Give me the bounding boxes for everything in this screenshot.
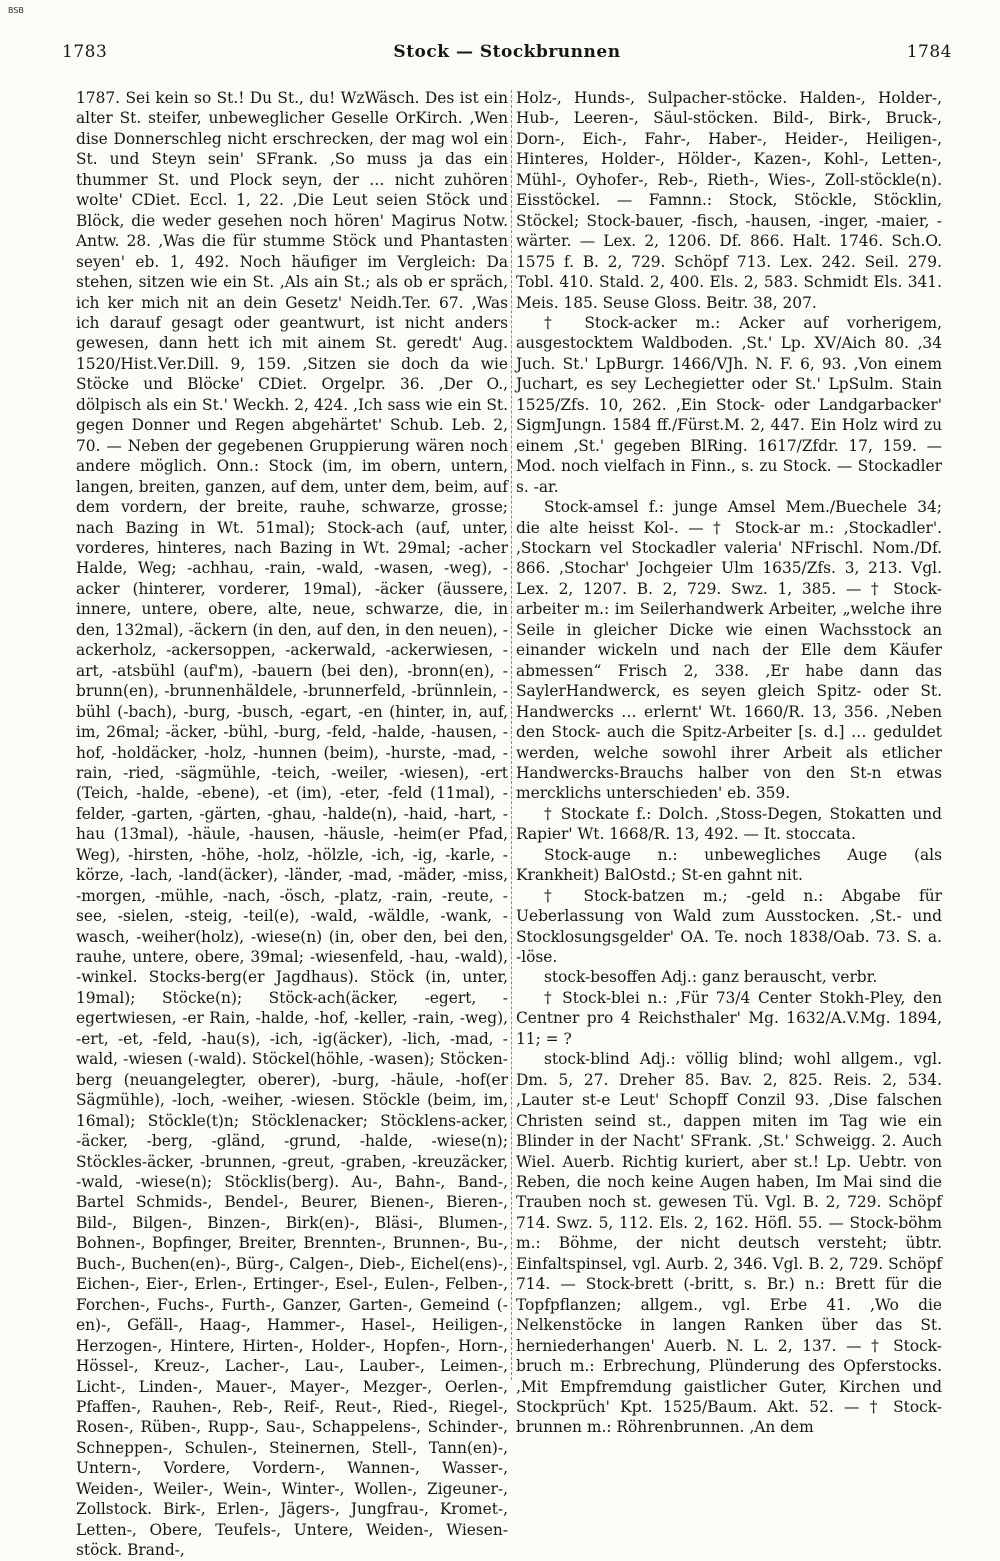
entry-stockate: † Stockate f.: Dolch. ‚Stoss-Degen, Stokatten und Rapier' Wt. 1668/R. 13, 492. — It. stoccata. <box>516 804 942 844</box>
entry-stock-blei: † Stock-blei n.: ‚Für 73/4 Center Stokh-Pley, den Centner pro 4 Reichsthaler' Mg. 1632/A.V.Mg. 1894, 11; = ? <box>516 988 942 1048</box>
entry-stock-acker: † Stock-acker m.: Acker auf vorherigem, ausgestocktem Waldboden. ‚St.' Lp. XV/Aich 80. ‚34 Juch. St.' LpBurgr. 1466/VJh. N. F. 6, 93. ‚Von einem Juchart, es sey Lechegietter oder St.' LpSulm. Stain 1525/Zfs. 10, 262. ‚Ein Stock- oder Landgarbacker' SigmJungn. 1584 ff./Fürst.M. 2, 447. Ein Holz wird zu einem ‚St.' gegeben BlRing. 1617/Zfdr. 17, 159. — Mod. noch vielfach in Finn., s. zu Stock. — Stockadler s. -ar. <box>516 313 942 496</box>
column-divider <box>511 90 512 1380</box>
library-mark: BSB <box>8 6 24 15</box>
entry-stock-besoffen: stock-besoffen Adj.: ganz berauscht, verbr. <box>544 968 878 987</box>
page-number-left: 1783 <box>62 42 108 62</box>
page-number-right: 1784 <box>906 42 952 62</box>
entry-stock-amsel: Stock-amsel f.: junge Amsel Mem./Buechele 34; die alte heisst Kol-. — † Stock-ar m.: ‚Stockadler'. ‚Stockarn vel Stockadler valeria' NFrischl. Nom./Df. 866. ‚Stochar' Jochgeier Ulm 1635/Zfs. 3, 213. Vgl. Lex. 2, 1207. B. 2, 729. Swz. 1, 385. — † Stock-arbeiter m.: im Seilerhandwerk Arbeiter, „welche ihre Seile in gleicher Dicke wie einen Wachsstock an einander wickeln und nach der Elle dem Käufer abmessen“ Frisch 2, 338. ‚Er habe dann das SaylerHandwerck, es seyen gleich Spitz- oder St. Handwercks … erlernt' Wt. 1660/R. 13, 356. ‚Neben den Stock- auch die Spitz-Arbeiter [s. d.] … geduldet werden, welche sowohl ihrer Arbeit als etlicher Handwercks-Brauchs halber von den St-n etwas mercklichs unterschieden' eb. 359. <box>516 498 942 803</box>
entry-stock-batzen: † Stock-batzen m.; -geld n.: Abgabe für Ueberlassung von Wald zum Ausstocken. ‚St.- und Stocklosungsgelder' OA. Te. noch 1838/Oab. 73. S. a. -löse. <box>516 886 942 967</box>
page-header <box>62 38 952 72</box>
entry-stock-blind: stock-blind Adj.: völlig blind; wohl allgem., vgl. Dm. 5, 27. Dreher 85. Bav. 2, 825. Reis. 2, 534. ‚Lauter st-e Leut' Schopff Conzil 93. ‚Dise falschen Christen seind st., dappen miten im Tag wie ein Blinder in der Nacht' SFrank. ‚St.' Schweigg. 2. Auch Wiel. Auerb. Richtig kuriert, aber st.! Lp. Uebtr. von Reben, die noch keine Augen haben, Im Mai sind die Trauben noch st. gewesen Tü. Vgl. B. 2, 729. Schöpf 714. Swz. 5, 112. Els. 2, 162. Höfl. 55. — Stock-böhm m.: Böhme, der nicht deutsch versteht; übtr. Einfaltspinsel, vgl. Aurb. 2, 346. Vgl. B. 2, 729. Schöpf 714. — Stock-brett (-britt, s. Br.) n.: Brett für die Topfpflanzen; allgem., vgl. Erbe 41. ‚Wo die Nelkenstöcke in langen Ranken über das St. herniederhangen' Auerb. N. L. 2, 137. — † Stock-bruch m.: Erbrechung, Plünderung des Opferstocks. ‚Mit Empfremdung gaistlicher Guter, Kirchen und Stockprüch' Kpt. 1525/Baum. Akt. 52. — † Stock-brunnen m.: Röhrenbrunnen. ‚An dem <box>516 1050 942 1437</box>
right-paragraph: Holz-, Hunds-, Sulpacher-stöcke. Halden-, Holder-, Hub-, Leeren-, Säul-stöcken. Bild-, Birk-, Bruck-, Dorn-, Eich-, Fahr-, Haber-, Heider-, Heiligen-, Hinteres, Holder-, Hölder-, Kazen-, Kohl-, Letten-, Mühl-, Oyhofer-, Reb-, Rieth-, Wies-, Zoll-stöckle(n). Eisstöckel. — Famnn.: Stock, Stöckle, Stöcklin, Stöckel; Stock-bauer, -fisch, -hausen, -inger, -maier, -wärter. — Lex. 2, 1206. Df. 866. Halt. 1746. Sch.O. 1575 f. B. 2, 729. Schöpf 713. Lex. 242. Seil. 279. Tobl. 410. Stald. 2, 400. Els. 2, 583. Schmidt Els. 341. Meis. 185. Seuse Gloss. Beitr. 38, 207. <box>516 89 942 312</box>
right-column <box>516 88 942 1437</box>
left-paragraph: 1787. Sei kein so St.! Du St., du! WzWäsch. Des ist ein alter St. steifer, unbeweglicher Geselle OrKirch. ‚Wen dise Donnerschleg nicht erschrecken, der mag wol ein St. und Steyn sein' SFrank. ‚So muss ja das ein thummer St. und Plock seyn, der … nicht zuhören wolte' CDiet. Eccl. 1, 22. ‚Die Leut seien Stöck und Blöck, die weder gesehen noch hören' Magirus Notw. Antw. 28. ‚Was die für stumme Stöck und Phantasten seyen' eb. 1, 492. Noch häufiger im Vergleich: Da stehen, sitzen wie ein St. ‚Als ain St.; als ob er spräch, ich ker mich nit an dein Gesetz' Neidh.Ter. 67. ‚Was ich darauf gesagt oder geantwurt, ist nicht anders gewesen, dann hett ich mit ainem St. geredt' Aug. 1520/Hist.Ver.Dill. 9, 159. ‚Sitzen sie doch da wie Stöcke und Blöcke' CDiet. Orgelpr. 36. ‚Der O., dölpisch als ein St.' Weckh. 2, 424. ‚Ich sass wie ein St. gegen Donner und Regen abgehärtet' Schub. Leb. 2, 70. — Neben der gegebenen Gruppierung wären noch andere möglich. Onn.: Stock (im, im obern, untern, langen, breiten, ganzen, auf dem, unter dem, beim, auf dem vordern, der breite, rauhe, schwarze, grosse; nach Bazing in Wt. 51mal); Stock-ach (auf, unter, vorderes, hinteres, nach Bazing in Wt. 29mal; -acher Halde, Weg; -achhau, -rain, -wald, -wasen, -weg), -acker (hinterer, vorderer, 19mal), -äcker (äussere, innere, untere, obere, alte, neue, schwarze, die, in den, 132mal), -äckern (in den, auf den, in den neuen), -ackerholz, -ackersoppen, -ackerwald, -ackerwiesen, -art, -atsbühl (auf'm), -bauern (bei den), -bronn(en), -brunn(en), -brunnenhäldele, -brunnerfeld, -brünnlein, -bühl (-bach), -burg, -busch, -egart, -en (hinter, in, auf, im, 26mal; -äcker, -bühl, -burg, -feld, -halde, -hausen, -hof, -holdäcker, -holz, -hunnen (beim), -hurste, -mad, -rain, -ried, -sägmühle, -teich, -weiler, -wiesen), -ert (Teich, -halde, -ebene), -et (im), -eter, -feld (11mal), -felder, -garten, -gärten, -ghau, -halde(n), -haid, -hart, -hau (13mal), -häule, -hausen, -häusle, -heim(er Pfad, Weg), -hirsten, -höhe, -holz, -hölzle, -ich, -ig, -karle, -körze, -lach, -land(äcker), -länder, -mad, -mäder, -miss, -morgen, -mühle, -nach, -ösch, -platz, -rain, -reute, -see, -sielen, -steig, -teil(e), -wald, -wäldle, -wank, -wasch, -weiher(holz), -wiese(n) (in, ober den, bei den, rauhe, untere, obere, 39mal; -wiesenfeld, -hau, -wald), -winkel. Stocks-berg(er Jagdhaus). Stöck (in, unter, 19mal); Stöcke(n); Stöck-ach(äcker, -egert, -egertwiesen, -er Rain, -halde, -hof, -keller, -rain, -weg), -ert, -et, -feld, -hau(s), -ich, -ig(äcker), -lich, -mad, -wald, -wiesen (-wald). Stöckel(höhle, -wasen); Stöcken-berg (neuangelegter, oberer), -burg, -häule, -hof(er Sägmühle), -loch, -weiher, -wiesen. Stöckle (beim, im, 16mal); Stöckle(t)n; Stöcklenacker; Stöcklens-acker, -äcker, -berg, -gländ, -grund, -halde, -wiese(n); Stöckles-äcker, -brunnen, -greut, -graben, -kreuzäcker, -wald, -wiese(n); Stöcklis(berg). Au-, Bahn-, Band-, Bartel Schmids-, Bendel-, Beurer, Bienen-, Bieren-, Bild-, Bilgen-, Binzen-, Birk(en)-, Bläsi-, Blumen-, Bohnen-, Bopfinger, Breiter, Brennten-, Brunnen-, Bu-, Buch-, Buchen(en)-, Bürg-, Calgen-, Dieb-, Eichel(ens)-, Eichen-, Eier-, Erlen-, Ertinger-, Esel-, Eulen-, Felben-, Forchen-, Fuchs-, Furth-, Ganzer, Garten-, Gemeind (-en)-, Gefäll-, Haag-, Hammer-, Hasel-, Heiligen-, Herzogen-, Hintere, Hirten-, Holder-, Hopfen-, Horn-, Hössel-, Kreuz-, Lacher-, Lau-, Lauber-, Leimen-, Licht-, Linden-, Mauer-, Mayer-, Mezger-, Oerlen-, Pfaffen-, Rauhen-, Reb-, Reif-, Reut-, Ried-, Riegel-, Rosen-, Rüben-, Rupp-, Sau-, Schappelens-, Schinder-, Schneppen-, Schulen-, Steinernen, Stell-, Tann(en)-, Untern-, Vordere, Vordern-, Wannen-, Wasser-, Weiden-, Weiler-, Wein-, Winter-, Wollen-, Zigeuner-, Zollstock. Birk-, Erlen-, Jägers-, Jungfrau-, Kromet-, Letten-, Obere, Teufels-, Untere, Weiden-, Wiesen-stöck. Brand-, <box>76 89 508 1560</box>
entry-stock-auge: Stock-auge n.: unbewegliches Auge (als Krankheit) BalOstd.; St-en gahnt nit. <box>516 845 942 885</box>
running-title: Stock — Stockbrunnen <box>393 42 621 62</box>
left-column <box>76 88 508 1560</box>
